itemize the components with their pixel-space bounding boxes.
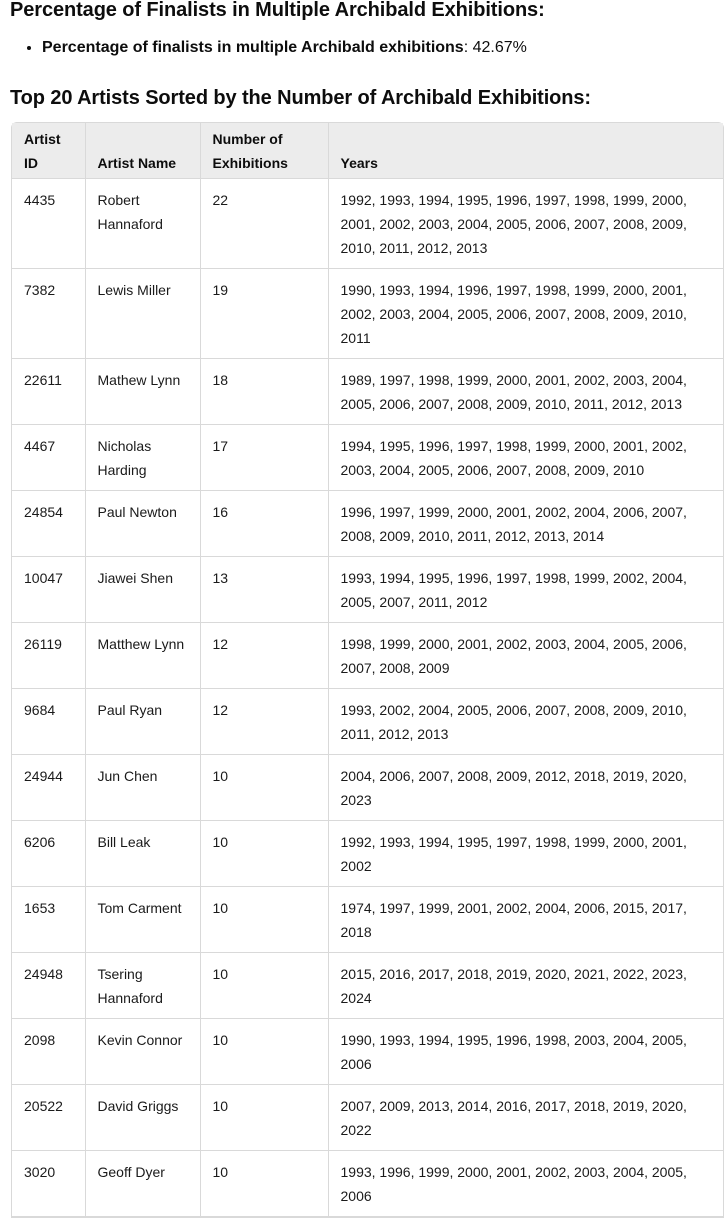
table-row: [12, 1151, 723, 1217]
cell-exhibition-count: 10: [200, 1085, 328, 1151]
cell-years: 1990, 1993, 1994, 1996, 1997, 1998, 1999, 2000, 2001, 2002, 2003, 2004, 2005, 2006, 2007, 2008, 2009, 2010, 2011: [328, 269, 723, 359]
table-heading: Top 20 Artists Sorted by the Number of Archibald Exhibitions:: [10, 87, 591, 109]
cell-artist-id: 2098: [12, 1019, 85, 1085]
cell-exhibition-count: 10: [200, 887, 328, 953]
cell-artist-name: Lewis Miller: [85, 269, 200, 359]
cell-exhibition-count: 19: [200, 269, 328, 359]
cell-years: 1989, 1997, 1998, 1999, 2000, 2001, 2002, 2003, 2004, 2005, 2006, 2007, 2008, 2009, 2010, 2011, 2012, 2013: [328, 359, 723, 425]
cell-artist-id: 6206: [12, 821, 85, 887]
cell-years: 1996, 1997, 1999, 2000, 2001, 2002, 2004, 2006, 2007, 2008, 2009, 2010, 2011, 2012, 2013, 2014: [328, 491, 723, 557]
cell-artist-name: Nicholas Harding: [85, 425, 200, 491]
header-number-of-exhibitions: Number of Exhibitions: [200, 123, 328, 179]
cell-artist-name: Kevin Connor: [85, 1019, 200, 1085]
cell-years: 1994, 1995, 1996, 1997, 1998, 1999, 2000, 2001, 2002, 2003, 2004, 2005, 2006, 2007, 2008, 2009, 2010: [328, 425, 723, 491]
table-row: [12, 887, 723, 953]
cell-artist-id: 4435: [12, 179, 85, 269]
header-years: Years: [328, 123, 723, 179]
cell-years: 2007, 2009, 2013, 2014, 2016, 2017, 2018, 2019, 2020, 2022: [328, 1085, 723, 1151]
cell-artist-id: 7382: [12, 269, 85, 359]
cell-exhibition-count: 18: [200, 359, 328, 425]
table-row: [12, 425, 723, 491]
cell-artist-name: Geoff Dyer: [85, 1151, 200, 1217]
table-row: [12, 1085, 723, 1151]
cell-artist-name: David Griggs: [85, 1085, 200, 1151]
cell-exhibition-count: 12: [200, 623, 328, 689]
cell-artist-name: Mathew Lynn: [85, 359, 200, 425]
cell-exhibition-count: 10: [200, 821, 328, 887]
cell-artist-id: 4467: [12, 425, 85, 491]
cell-artist-name: Paul Newton: [85, 491, 200, 557]
cell-years: 2015, 2016, 2017, 2018, 2019, 2020, 2021, 2022, 2023, 2024: [328, 953, 723, 1019]
summary-list: [10, 36, 527, 60]
cell-years: 1993, 1996, 1999, 2000, 2001, 2002, 2003, 2004, 2005, 2006: [328, 1151, 723, 1217]
cell-artist-id: 3020: [12, 1151, 85, 1217]
cell-artist-id: 22611: [12, 359, 85, 425]
table-row: [12, 557, 723, 623]
cell-exhibition-count: 10: [200, 1151, 328, 1217]
cell-exhibition-count: 16: [200, 491, 328, 557]
table-row: [12, 623, 723, 689]
cell-artist-name: Paul Ryan: [85, 689, 200, 755]
cell-years: 1993, 2002, 2004, 2005, 2006, 2007, 2008, 2009, 2010, 2011, 2012, 2013: [328, 689, 723, 755]
cell-artist-id: 20522: [12, 1085, 85, 1151]
cell-years: 1990, 1993, 1994, 1995, 1996, 1998, 2003, 2004, 2005, 2006: [328, 1019, 723, 1085]
header-artist-id: Artist ID: [12, 123, 85, 179]
cell-artist-name: Bill Leak: [85, 821, 200, 887]
cell-artist-name: Robert Hannaford: [85, 179, 200, 269]
cell-artist-name: Tsering Hannaford: [85, 953, 200, 1019]
table-row: [12, 953, 723, 1019]
cell-exhibition-count: 13: [200, 557, 328, 623]
summary-heading: Percentage of Finalists in Multiple Archibald Exhibitions:: [10, 0, 545, 21]
header-artist-name: Artist Name: [85, 123, 200, 179]
cell-exhibition-count: 22: [200, 179, 328, 269]
table-row: [12, 179, 723, 269]
table-row: [12, 359, 723, 425]
cell-exhibition-count: 17: [200, 425, 328, 491]
summary-bullet: [42, 36, 527, 60]
cell-artist-id: 24948: [12, 953, 85, 1019]
summary-bullet-value: : 42.67%: [463, 39, 527, 56]
cell-exhibition-count: 12: [200, 689, 328, 755]
cell-artist-name: Matthew Lynn: [85, 623, 200, 689]
table-row: [12, 755, 723, 821]
cell-years: 1993, 1994, 1995, 1996, 1997, 1998, 1999, 2002, 2004, 2005, 2007, 2011, 2012: [328, 557, 723, 623]
cell-artist-id: 9684: [12, 689, 85, 755]
artists-table: [12, 123, 723, 1217]
cell-exhibition-count: 10: [200, 953, 328, 1019]
cell-artist-name: Jiawei Shen: [85, 557, 200, 623]
cell-years: 1992, 1993, 1994, 1995, 1996, 1997, 1998, 1999, 2000, 2001, 2002, 2003, 2004, 2005, 2006, 2007, 2008, 2009, 2010, 2011, 2012, 2013: [328, 179, 723, 269]
table-row: [12, 689, 723, 755]
cell-exhibition-count: 10: [200, 1019, 328, 1085]
cell-artist-name: Tom Carment: [85, 887, 200, 953]
cell-artist-id: 1653: [12, 887, 85, 953]
cell-artist-id: 24944: [12, 755, 85, 821]
table-row: [12, 269, 723, 359]
cell-years: 1998, 1999, 2000, 2001, 2002, 2003, 2004, 2005, 2006, 2007, 2008, 2009: [328, 623, 723, 689]
summary-bullet-label: Percentage of finalists in multiple Archibald exhibitions: [42, 39, 464, 56]
cell-artist-id: 26119: [12, 623, 85, 689]
table-row: [12, 1019, 723, 1085]
table-header: [12, 123, 723, 179]
cell-years: 1992, 1993, 1994, 1995, 1997, 1998, 1999, 2000, 2001, 2002: [328, 821, 723, 887]
cell-exhibition-count: 10: [200, 755, 328, 821]
table-body: [12, 179, 723, 1217]
cell-artist-name: Jun Chen: [85, 755, 200, 821]
cell-years: 1974, 1997, 1999, 2001, 2002, 2004, 2006, 2015, 2017, 2018: [328, 887, 723, 953]
cell-years: 2004, 2006, 2007, 2008, 2009, 2012, 2018, 2019, 2020, 2023: [328, 755, 723, 821]
artists-table-container: [11, 122, 724, 1218]
table-row: [12, 491, 723, 557]
table-row: [12, 821, 723, 887]
cell-artist-id: 24854: [12, 491, 85, 557]
header-row: [12, 123, 723, 179]
cell-artist-id: 10047: [12, 557, 85, 623]
